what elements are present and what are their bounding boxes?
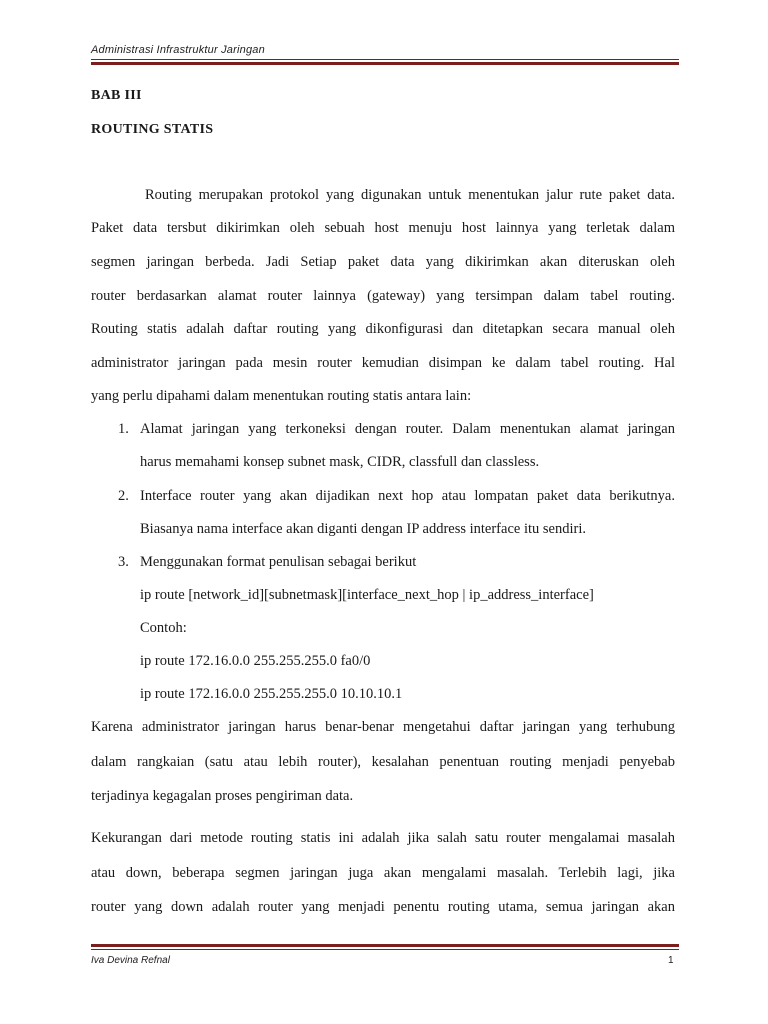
paragraph-line: segmen jaringan berbeda. Jadi Setiap paket data yang dikirimkan akan diteruskan oleh [91, 254, 675, 270]
paragraph-line: yang perlu dipahami dalam menentukan routing statis antara lain: [91, 388, 472, 404]
chapter-title: ROUTING STATIS [91, 122, 214, 137]
paragraph-line: router berdasarkan alamat router lainnya (gateway) yang tersimpan dalam tabel routing. [91, 288, 675, 304]
paragraph-line: Routing merupakan protokol yang digunakan untuk menentukan jalur rute paket data. [145, 187, 675, 203]
list-item-line: Alamat jaringan yang terkoneksi dengan router. Dalam menentukan alamat jaringan [140, 421, 675, 437]
paragraph-line: router yang down adalah router yang menjadi penentu routing utama, semua jaringan akan [91, 899, 675, 915]
list-number: 1. [118, 421, 129, 437]
header-rule-thin [91, 59, 679, 60]
paragraph-line: Routing statis adalah daftar routing yang dikonfigurasi dan ditetapkan secara manual oleh [91, 321, 675, 337]
paragraph-line: Paket data tersbut dikirimkan oleh sebuah host menuju host lainnya yang terletak dalam [91, 220, 675, 236]
footer-rule-thick [91, 944, 679, 947]
list-item-line: ip route [network_id][subnetmask][interface_next_hop | ip_address_interface] [140, 587, 594, 603]
paragraph-line: Karena administrator jaringan harus benar-benar mengetahui daftar jaringan yang terhubung [91, 719, 675, 735]
list-item-line: Interface router yang akan dijadikan next hop atau lompatan paket data berikutnya. [140, 488, 675, 504]
footer-author: Iva Devina Refnal [91, 955, 170, 966]
list-item-line: harus memahami konsep subnet mask, CIDR, classfull dan classless. [140, 454, 540, 470]
paragraph-line: atau down, beberapa segmen jaringan juga akan mengalami masalah. Terlebih lagi, jika [91, 865, 675, 881]
header-rule-thick [91, 62, 679, 65]
list-item-line: ip route 172.16.0.0 255.255.255.0 10.10.10.1 [140, 686, 403, 702]
list-number: 2. [118, 488, 129, 504]
page-number: 1 [668, 955, 674, 966]
list-item-line: ip route 172.16.0.0 255.255.255.0 fa0/0 [140, 653, 371, 669]
footer-rule-thin [91, 949, 679, 950]
running-header: Administrasi Infrastruktur Jaringan [91, 44, 265, 56]
list-number: 3. [118, 554, 129, 570]
list-item-line: Contoh: [140, 620, 187, 636]
list-item-line: Menggunakan format penulisan sebagai berikut [140, 554, 417, 570]
paragraph-line: dalam rangkaian (satu atau lebih router), kesalahan penentuan routing menjadi penyebab [91, 754, 675, 770]
chapter-number: BAB III [91, 88, 142, 103]
paragraph-line: Kekurangan dari metode routing statis ini adalah jika salah satu router mengalamai masalah [91, 830, 675, 846]
paragraph-line: administrator jaringan pada mesin router kemudian disimpan ke dalam tabel routing. Hal [91, 355, 675, 371]
list-item-line: Biasanya nama interface akan diganti dengan IP address interface itu sendiri. [140, 521, 586, 537]
paragraph-line: terjadinya kegagalan proses pengiriman data. [91, 788, 354, 804]
